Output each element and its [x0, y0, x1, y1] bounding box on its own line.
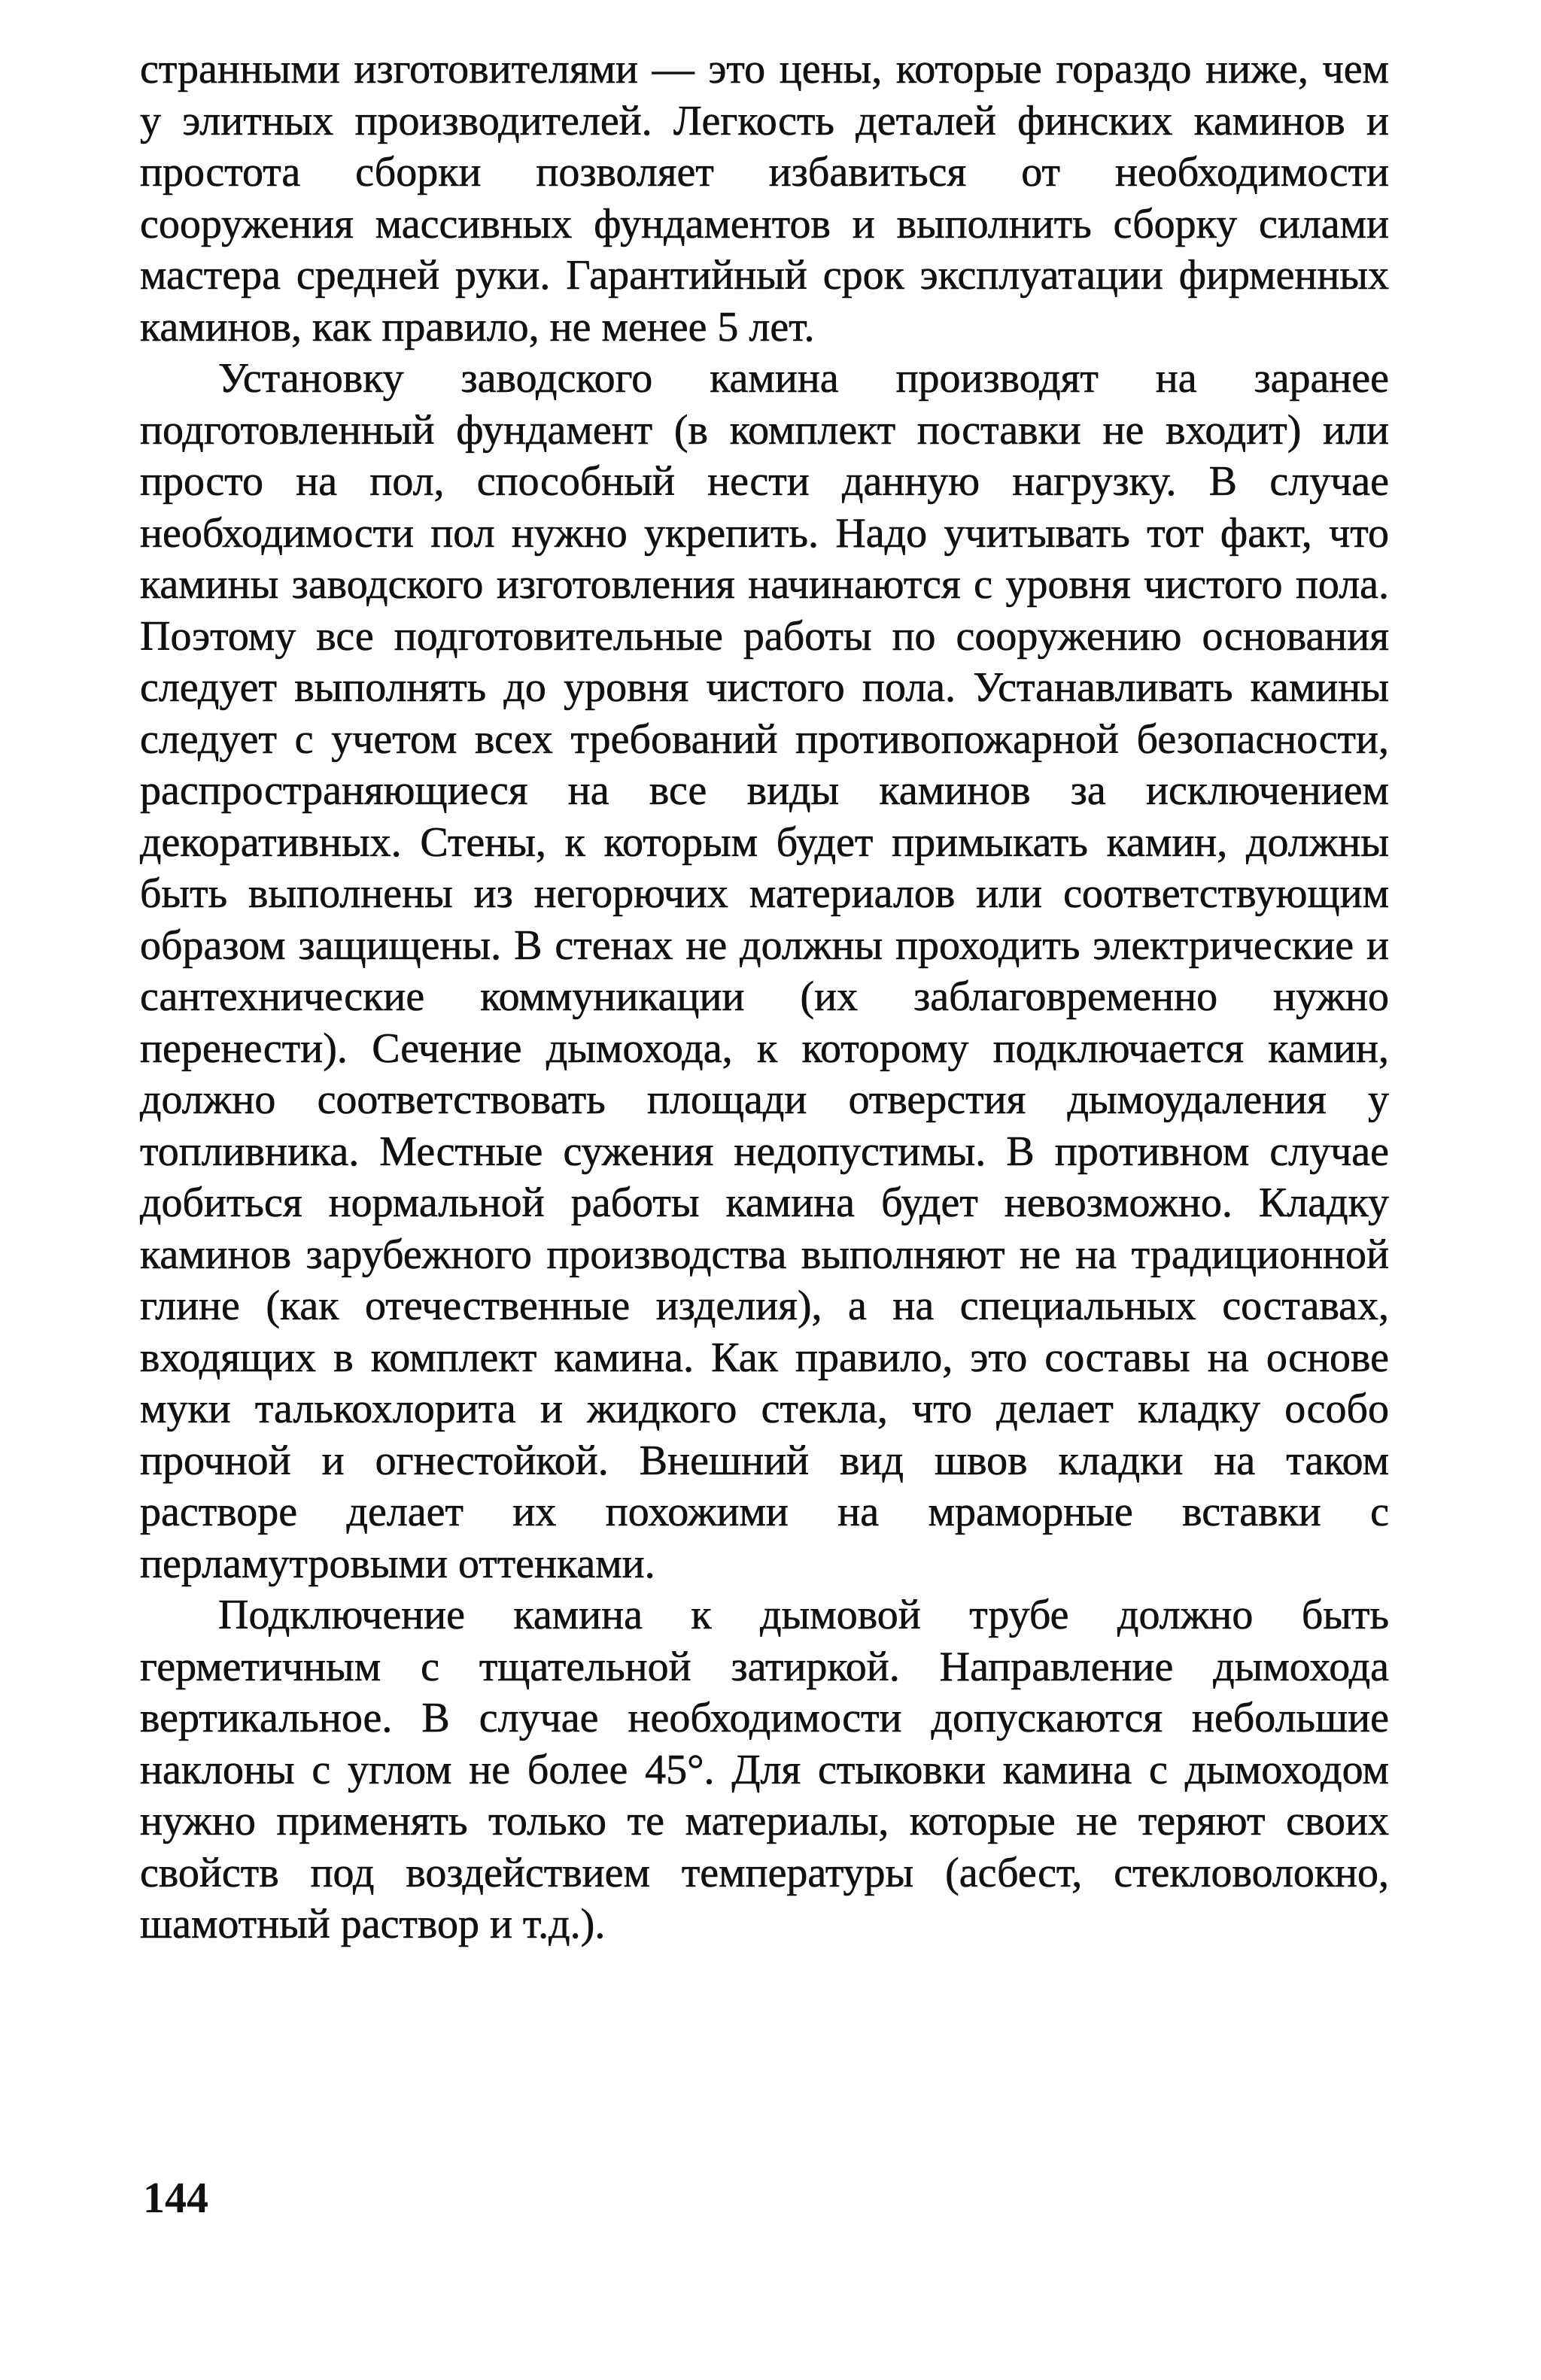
paragraph-1: странными изготовителями — это цены, которые гораздо ниже, чем у элитных производителей. Легкость деталей финских каминов и простота сборки позволяет избавиться от необходимости сооружения массивных фундаментов и выполнить сборку силами мастера средней руки. Гарантийный срок эксплуатации фирменных каминов, как правило, не менее 5 лет. — [140, 46, 1389, 351]
paragraph-2: Установку заводского камина производят на заранее подготовленный фундамент (в комплект поставки не входит) или просто на пол, способный нести данную нагрузку. В случае необходимости пол нужно укрепить. Надо учитывать тот факт, что камины заводского изготовления начинаются с уровня чистого пола. Поэтому все подготовительные работы по сооружению основания следует выполнять до уровня чистого пола. Устанавливать камины следует с учетом всех требований противопожарной безопасности, распространяющиеся на все виды каминов за исключением декоративных. Стены, к которым будет примыкать камин, должны быть выполнены из негорючих материалов или соответствующим образом защищены. В стенах не должны проходить электрические и сантехнические коммуникации (их заблаговременно нужно перенести). Сечение дымохода, к которому подключается камин, должно соответствовать площади отверстия дымоудаления у топливника. Местные сужения недопустимы. В противном случае добиться нормальной работы камина будет невозможно. Кладку каминов зарубежного производства выполняют не на традиционной глине (как отечественные изделия), а на специальных составах, входящих в комплект камина. Как правило, это составы на основе муки талькохлорита и жидкого стекла, что делает кладку особо прочной и огнестойкой. Внешний вид швов кладки на таком растворе делает их похожими на мраморные вставки с перламутровыми оттенками. — [140, 355, 1389, 1587]
paragraph-3: Подключение камина к дымовой трубе должно быть герметичным с тщательной затиркой. Направление дымохода вертикальное. В случае необходимости допускаются небольшие наклоны с углом не более 45°. Для стыковки камина с дымоходом нужно применять только те материалы, которые не теряют своих свойств под воздействием температуры (асбест, стекловолокно, шамотный раствор и т.д.). — [140, 1592, 1389, 1947]
page-number: 144 — [143, 2173, 208, 2222]
body-text — [140, 44, 1389, 1950]
